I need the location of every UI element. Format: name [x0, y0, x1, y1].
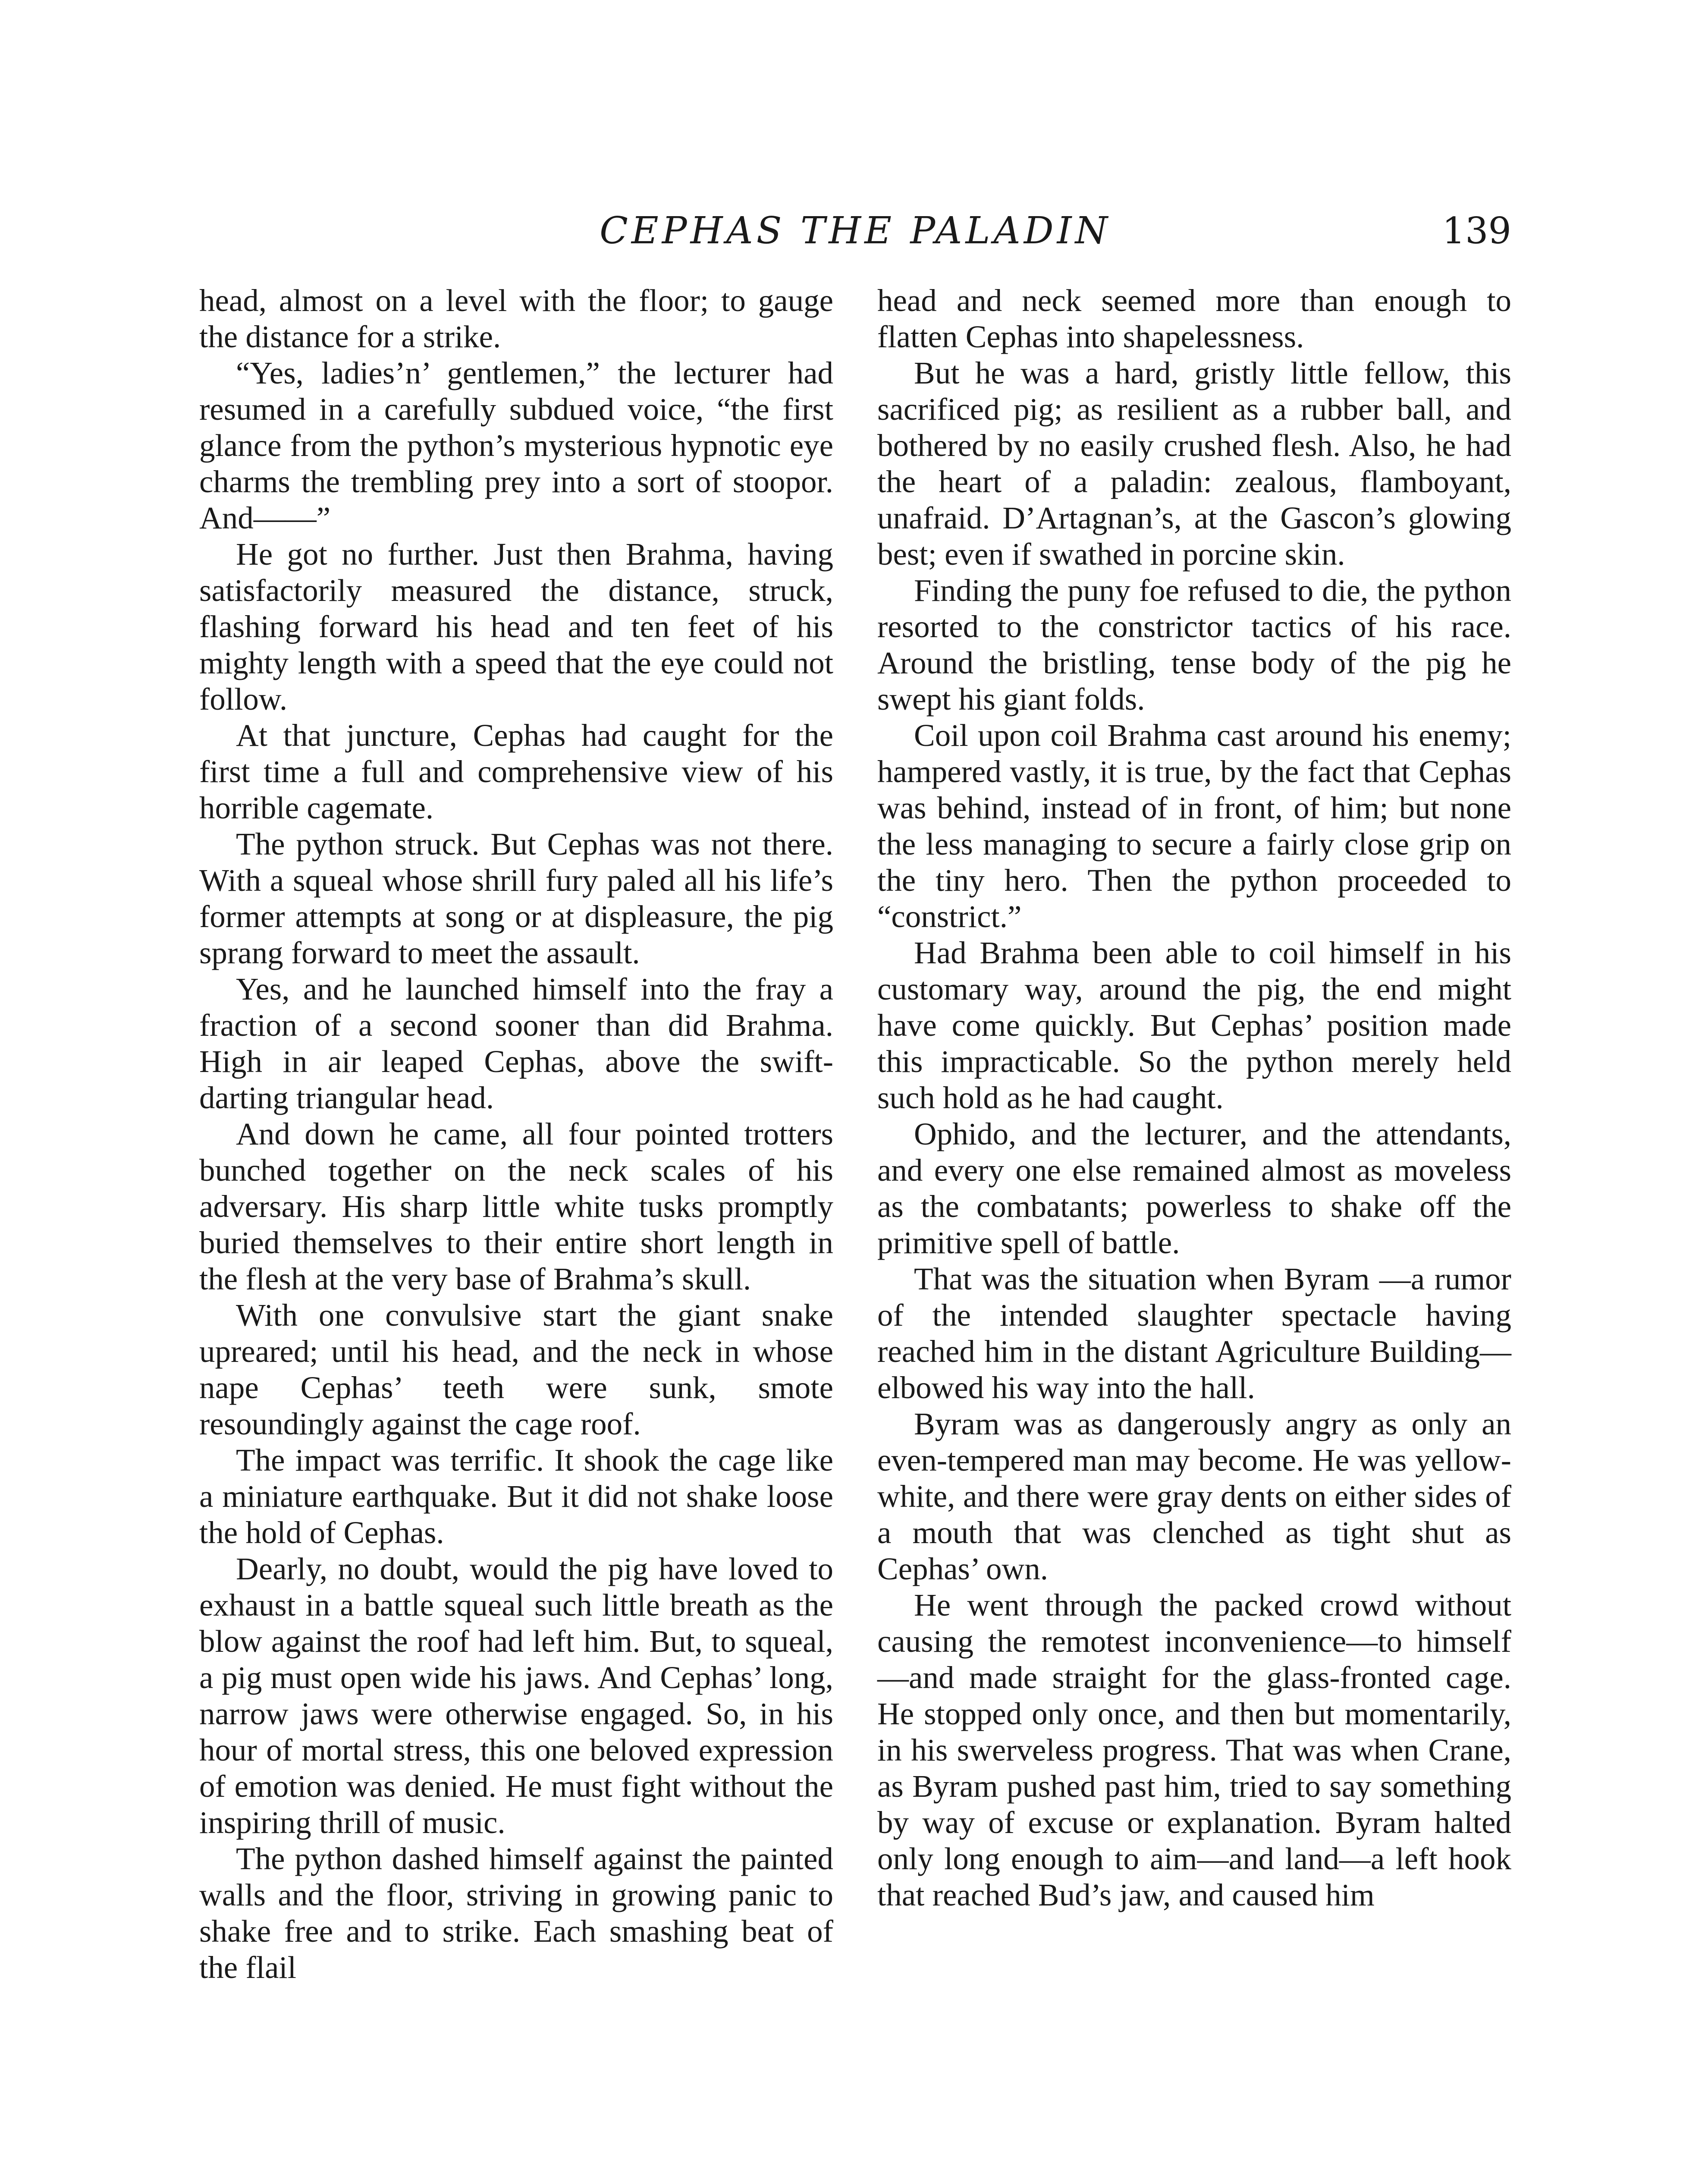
paragraph: Finding the puny foe refused to die, the python resorted to the constrictor tactics of his race. Around the bristling, tense body of the pig he swept his giant folds. [877, 573, 1511, 717]
paragraph: head and neck seemed more than enough to flatten Cephas into shapelessness. [877, 283, 1511, 354]
paragraph: Yes, and he launched himself into the fray a fraction of a second sooner than did Brahma. High in air leaped Cephas, above the swift-darting triangular head. [199, 972, 833, 1115]
paragraph: Coil upon coil Brahma cast around his enemy; hampered vastly, it is true, by the fact that Cephas was behind, instead of in front, of him; but none the less managing to secure a fairly close grip on the tiny hero. Then the python proceeded to “constrict.” [877, 718, 1511, 934]
paragraph: He went through the packed crowd without causing the remotest inconvenience—to himself—and made straight for the glass-fronted cage. He stopped only once, and then but momentarily, in his swerveless progress. That was when Crane, as Byram pushed past him, tried to say something by way of excuse or explanation. Byram halted only long enough to aim—and land—a left hook that reached Bud’s jaw, and caused him [877, 1588, 1511, 1912]
right-column [877, 283, 1511, 2157]
paragraph: Byram was as dangerously angry as only an even-tempered man may become. He was yellow-white, and there were gray dents on either sides of a mouth that was clenched as tight shut as Cephas’ own. [877, 1406, 1511, 1586]
paragraph: He got no further. Just then Brahma, having satisfactorily measured the distance, struck, flashing forward his head and ten feet of his mighty length with a speed that the eye could not follow. [199, 537, 833, 717]
paragraph: That was the situation when Byram —a rumor of the intended slaughter spectacle having reached him in the distant Agriculture Building—elbowed his way into the hall. [877, 1261, 1511, 1405]
paragraph: At that juncture, Cephas had caught for the first time a full and comprehensive view of his horrible cagemate. [199, 718, 833, 825]
paragraph: head, almost on a level with the floor; to gauge the distance for a strike. [199, 283, 833, 354]
running-title: CEPHAS THE PALADIN [600, 209, 1111, 252]
paragraph: The impact was terrific. It shook the cage like a miniature earthquake. But it did not shake loose the hold of Cephas. [199, 1443, 833, 1550]
left-column [199, 283, 833, 2157]
paragraph: Ophido, and the lecturer, and the attendants, and every one else remained almost as moveless as the combatants; powerless to shake off the primitive spell of battle. [877, 1116, 1511, 1260]
paragraph: “Yes, ladies’n’ gentlemen,” the lecturer had resumed in a carefully subdued voice, “the first glance from the python’s mysterious hypnotic eye charms the trembling prey into a sort of stoopor. And——” [199, 355, 833, 535]
paragraph: But he was a hard, gristly little fellow, this sacrificed pig; as resilient as a rubber ball, and bothered by no easily crushed flesh. Also, he had the heart of a paladin: zealous, flamboyant, unafraid. D’Artagnan’s, at the Gascon’s glowing best; even if swathed in porcine skin. [877, 355, 1511, 572]
paragraph: The python struck. But Cephas was not there. With a squeal whose shrill fury paled all his life’s former attempts at song or at displeasure, the pig sprang forward to meet the assault. [199, 827, 833, 970]
paragraph: Dearly, no doubt, would the pig have loved to exhaust in a battle squeal such little breath as the blow against the roof had left him. But, to squeal, a pig must open wide his jaws. And Cephas’ long, narrow jaws were otherwise engaged. So, in his hour of mortal stress, this one beloved expression of emotion was denied. He must fight without the inspiring thrill of music. [199, 1551, 833, 1840]
paragraph: The python dashed himself against the painted walls and the floor, striving in growing panic to shake free and to strike. Each smashing beat of the flail [199, 1841, 833, 1985]
paragraph: Had Brahma been able to coil himself in his customary way, around the pig, the end might have come quickly. But Cephas’ position made this impracticable. So the python merely held such hold as he had caught. [877, 935, 1511, 1115]
paragraph: And down he came, all four pointed trotters bunched together on the neck scales of his adversary. His sharp little white tusks promptly buried themselves to their entire short length in the flesh at the very base of Brahma’s skull. [199, 1116, 833, 1296]
paragraph: With one convulsive start the giant snake upreared; until his head, and the neck in whose nape Cephas’ teeth were sunk, smote resoundingly against the cage roof. [199, 1298, 833, 1441]
page-header [199, 203, 1511, 259]
text-columns [199, 283, 1511, 2157]
page-number: 139 [1442, 210, 1511, 252]
